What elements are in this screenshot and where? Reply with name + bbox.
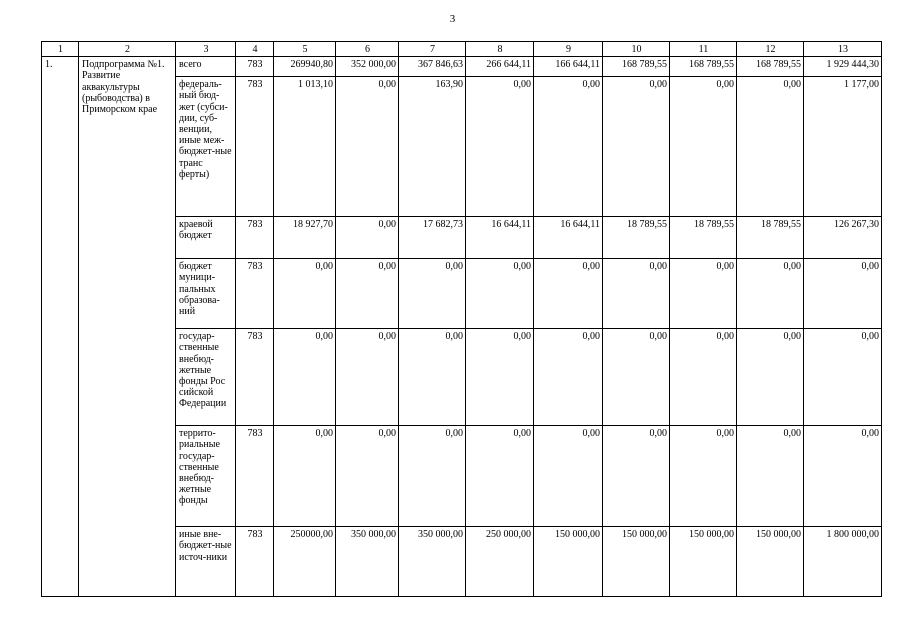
value-cell: 0,00 <box>737 259 804 329</box>
value-cell: 16 644,11 <box>534 217 603 259</box>
value-cell: 1 800 000,00 <box>804 527 882 597</box>
value-cell: 0,00 <box>399 426 466 527</box>
value-cell: 18 789,55 <box>603 217 670 259</box>
value-cell: 0,00 <box>737 77 804 217</box>
header-row <box>42 42 882 57</box>
row-number: 1. <box>42 57 79 597</box>
value-cell: 166 644,11 <box>534 57 603 77</box>
column-header: 13 <box>804 42 882 57</box>
value-cell: 0,00 <box>274 329 336 426</box>
value-cell: 0,00 <box>804 329 882 426</box>
column-header: 11 <box>670 42 737 57</box>
funding-source: террито-риальные государ-ственные внебюд-жетные фонды <box>176 426 236 527</box>
value-cell: 1 177,00 <box>804 77 882 217</box>
value-cell: 1 013,10 <box>274 77 336 217</box>
value-cell: 250 000,00 <box>466 527 534 597</box>
column-header: 4 <box>236 42 274 57</box>
value-cell: 0,00 <box>737 426 804 527</box>
value-cell: 163,90 <box>399 77 466 217</box>
value-cell: 0,00 <box>466 77 534 217</box>
value-cell: 0,00 <box>466 426 534 527</box>
value-cell: 0,00 <box>603 259 670 329</box>
code-cell: 783 <box>236 329 274 426</box>
value-cell: 0,00 <box>670 329 737 426</box>
column-header: 12 <box>737 42 804 57</box>
column-header: 3 <box>176 42 236 57</box>
value-cell: 16 644,11 <box>466 217 534 259</box>
value-cell: 0,00 <box>534 426 603 527</box>
value-cell: 168 789,55 <box>603 57 670 77</box>
value-cell: 168 789,55 <box>737 57 804 77</box>
value-cell: 0,00 <box>603 426 670 527</box>
value-cell: 18 789,55 <box>737 217 804 259</box>
code-cell: 783 <box>236 426 274 527</box>
value-cell: 0,00 <box>336 217 399 259</box>
funding-source: иные вне-бюджет-ные источ-ники <box>176 527 236 597</box>
value-cell: 269940,80 <box>274 57 336 77</box>
code-cell: 783 <box>236 217 274 259</box>
code-cell: 783 <box>236 259 274 329</box>
value-cell: 0,00 <box>804 259 882 329</box>
value-cell: 0,00 <box>670 259 737 329</box>
column-header: 2 <box>79 42 176 57</box>
value-cell: 0,00 <box>804 426 882 527</box>
value-cell: 350 000,00 <box>336 527 399 597</box>
value-cell: 0,00 <box>336 426 399 527</box>
column-header: 1 <box>42 42 79 57</box>
value-cell: 0,00 <box>603 77 670 217</box>
funding-source: федераль-ный бюд-жет (субси-дии, суб-венции, иные меж-бюджет-ные транс ферты) <box>176 77 236 217</box>
value-cell: 0,00 <box>534 329 603 426</box>
funding-table <box>41 41 882 597</box>
column-header: 5 <box>274 42 336 57</box>
value-cell: 150 000,00 <box>603 527 670 597</box>
value-cell: 0,00 <box>737 329 804 426</box>
column-header: 10 <box>603 42 670 57</box>
subprogram-title: Подпрограмма №1. Развитие аквакультуры (рыбоводства) в Приморском крае <box>79 57 176 597</box>
column-header: 9 <box>534 42 603 57</box>
value-cell: 0,00 <box>670 426 737 527</box>
code-cell: 783 <box>236 57 274 77</box>
value-cell: 0,00 <box>336 77 399 217</box>
value-cell: 0,00 <box>603 329 670 426</box>
value-cell: 18 789,55 <box>670 217 737 259</box>
value-cell: 1 929 444,30 <box>804 57 882 77</box>
table-row <box>42 57 882 77</box>
value-cell: 0,00 <box>399 329 466 426</box>
value-cell: 0,00 <box>466 259 534 329</box>
code-cell: 783 <box>236 527 274 597</box>
value-cell: 0,00 <box>466 329 534 426</box>
value-cell: 350 000,00 <box>399 527 466 597</box>
value-cell: 0,00 <box>534 77 603 217</box>
funding-source: всего <box>176 57 236 77</box>
page-number: 3 <box>449 13 456 25</box>
value-cell: 0,00 <box>534 259 603 329</box>
value-cell: 367 846,63 <box>399 57 466 77</box>
value-cell: 150 000,00 <box>737 527 804 597</box>
value-cell: 250000,00 <box>274 527 336 597</box>
value-cell: 0,00 <box>670 77 737 217</box>
code-cell: 783 <box>236 77 274 217</box>
value-cell: 0,00 <box>274 259 336 329</box>
value-cell: 18 927,70 <box>274 217 336 259</box>
column-header: 8 <box>466 42 534 57</box>
value-cell: 126 267,30 <box>804 217 882 259</box>
value-cell: 352 000,00 <box>336 57 399 77</box>
column-header: 7 <box>399 42 466 57</box>
value-cell: 266 644,11 <box>466 57 534 77</box>
value-cell: 0,00 <box>336 329 399 426</box>
column-header: 6 <box>336 42 399 57</box>
value-cell: 150 000,00 <box>670 527 737 597</box>
value-cell: 168 789,55 <box>670 57 737 77</box>
value-cell: 0,00 <box>274 426 336 527</box>
value-cell: 150 000,00 <box>534 527 603 597</box>
value-cell: 0,00 <box>336 259 399 329</box>
funding-source: государ-ственные внебюд-жетные фонды Рос сийской Федерации <box>176 329 236 426</box>
funding-source: бюджет муници-пальных образова-ний <box>176 259 236 329</box>
value-cell: 17 682,73 <box>399 217 466 259</box>
funding-source: краевой бюджет <box>176 217 236 259</box>
value-cell: 0,00 <box>399 259 466 329</box>
